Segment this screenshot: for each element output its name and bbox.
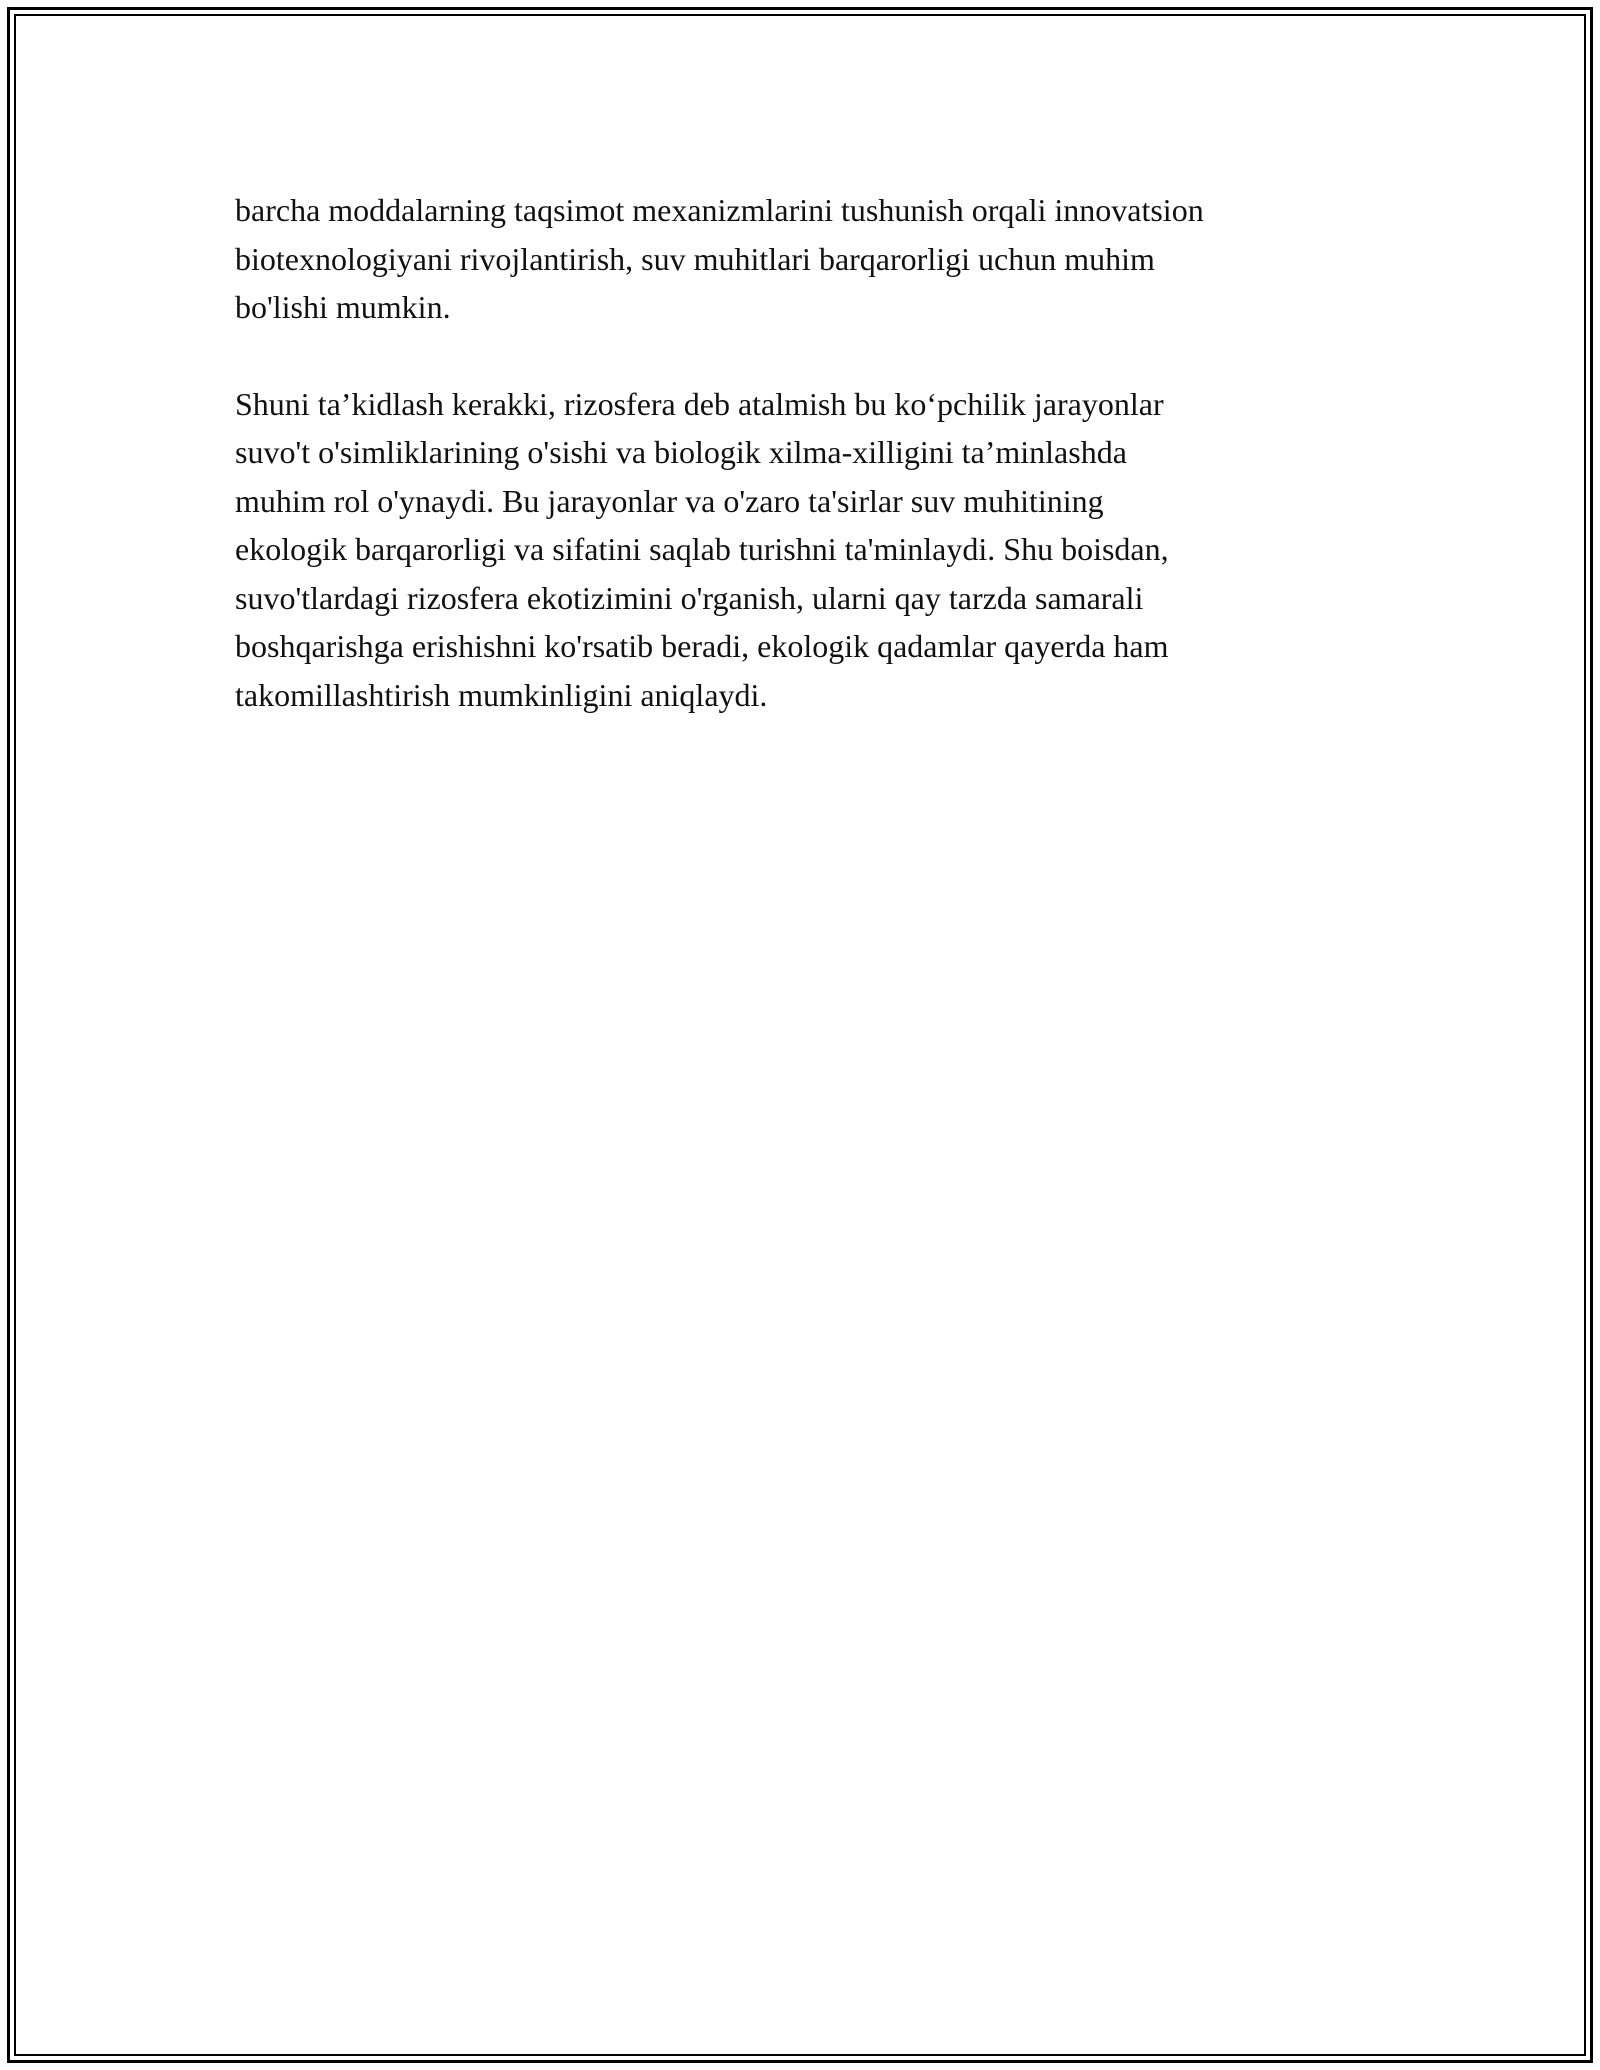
text-line: bo'lishi mumkin. [235,289,451,325]
document-body [235,186,1375,719]
text-line: biotexnologiyani rivojlantirish, suv muhitlari barqarorligi uchun muhim [235,240,1155,277]
text-line: Shuni ta’kidlash kerakki, rizosfera deb atalmish bu ko‘pchilik jarayonlar [235,385,1164,422]
text-line: boshqarishga erishishni ko'rsatib beradi, ekologik qadamlar qayerda ham [235,628,1169,664]
text-line: barcha moddalarning taqsimot mexanizmlarini tushunish orqali innovatsion [235,192,1204,228]
text-line: takomillashtirish mumkinligini aniqlaydi. [235,676,768,713]
paragraph-2 [235,380,1375,720]
paragraph-1 [235,186,1375,332]
text-line: muhim rol o'ynaydi. Bu jarayonlar va o'zaro ta'sirlar suv muhitining [235,482,1104,519]
text-line: suvo't o'simliklarining o'sishi va biologik xilma-xilligini ta’minlashda [235,434,1127,470]
text-line: suvo'tlardagi rizosfera ekotizimini o'rganish, ularni qay tarzda samarali [235,579,1144,616]
text-line: ekologik barqarorligi va sifatini saqlab turishni ta'minlaydi. Shu boisdan, [235,531,1169,567]
